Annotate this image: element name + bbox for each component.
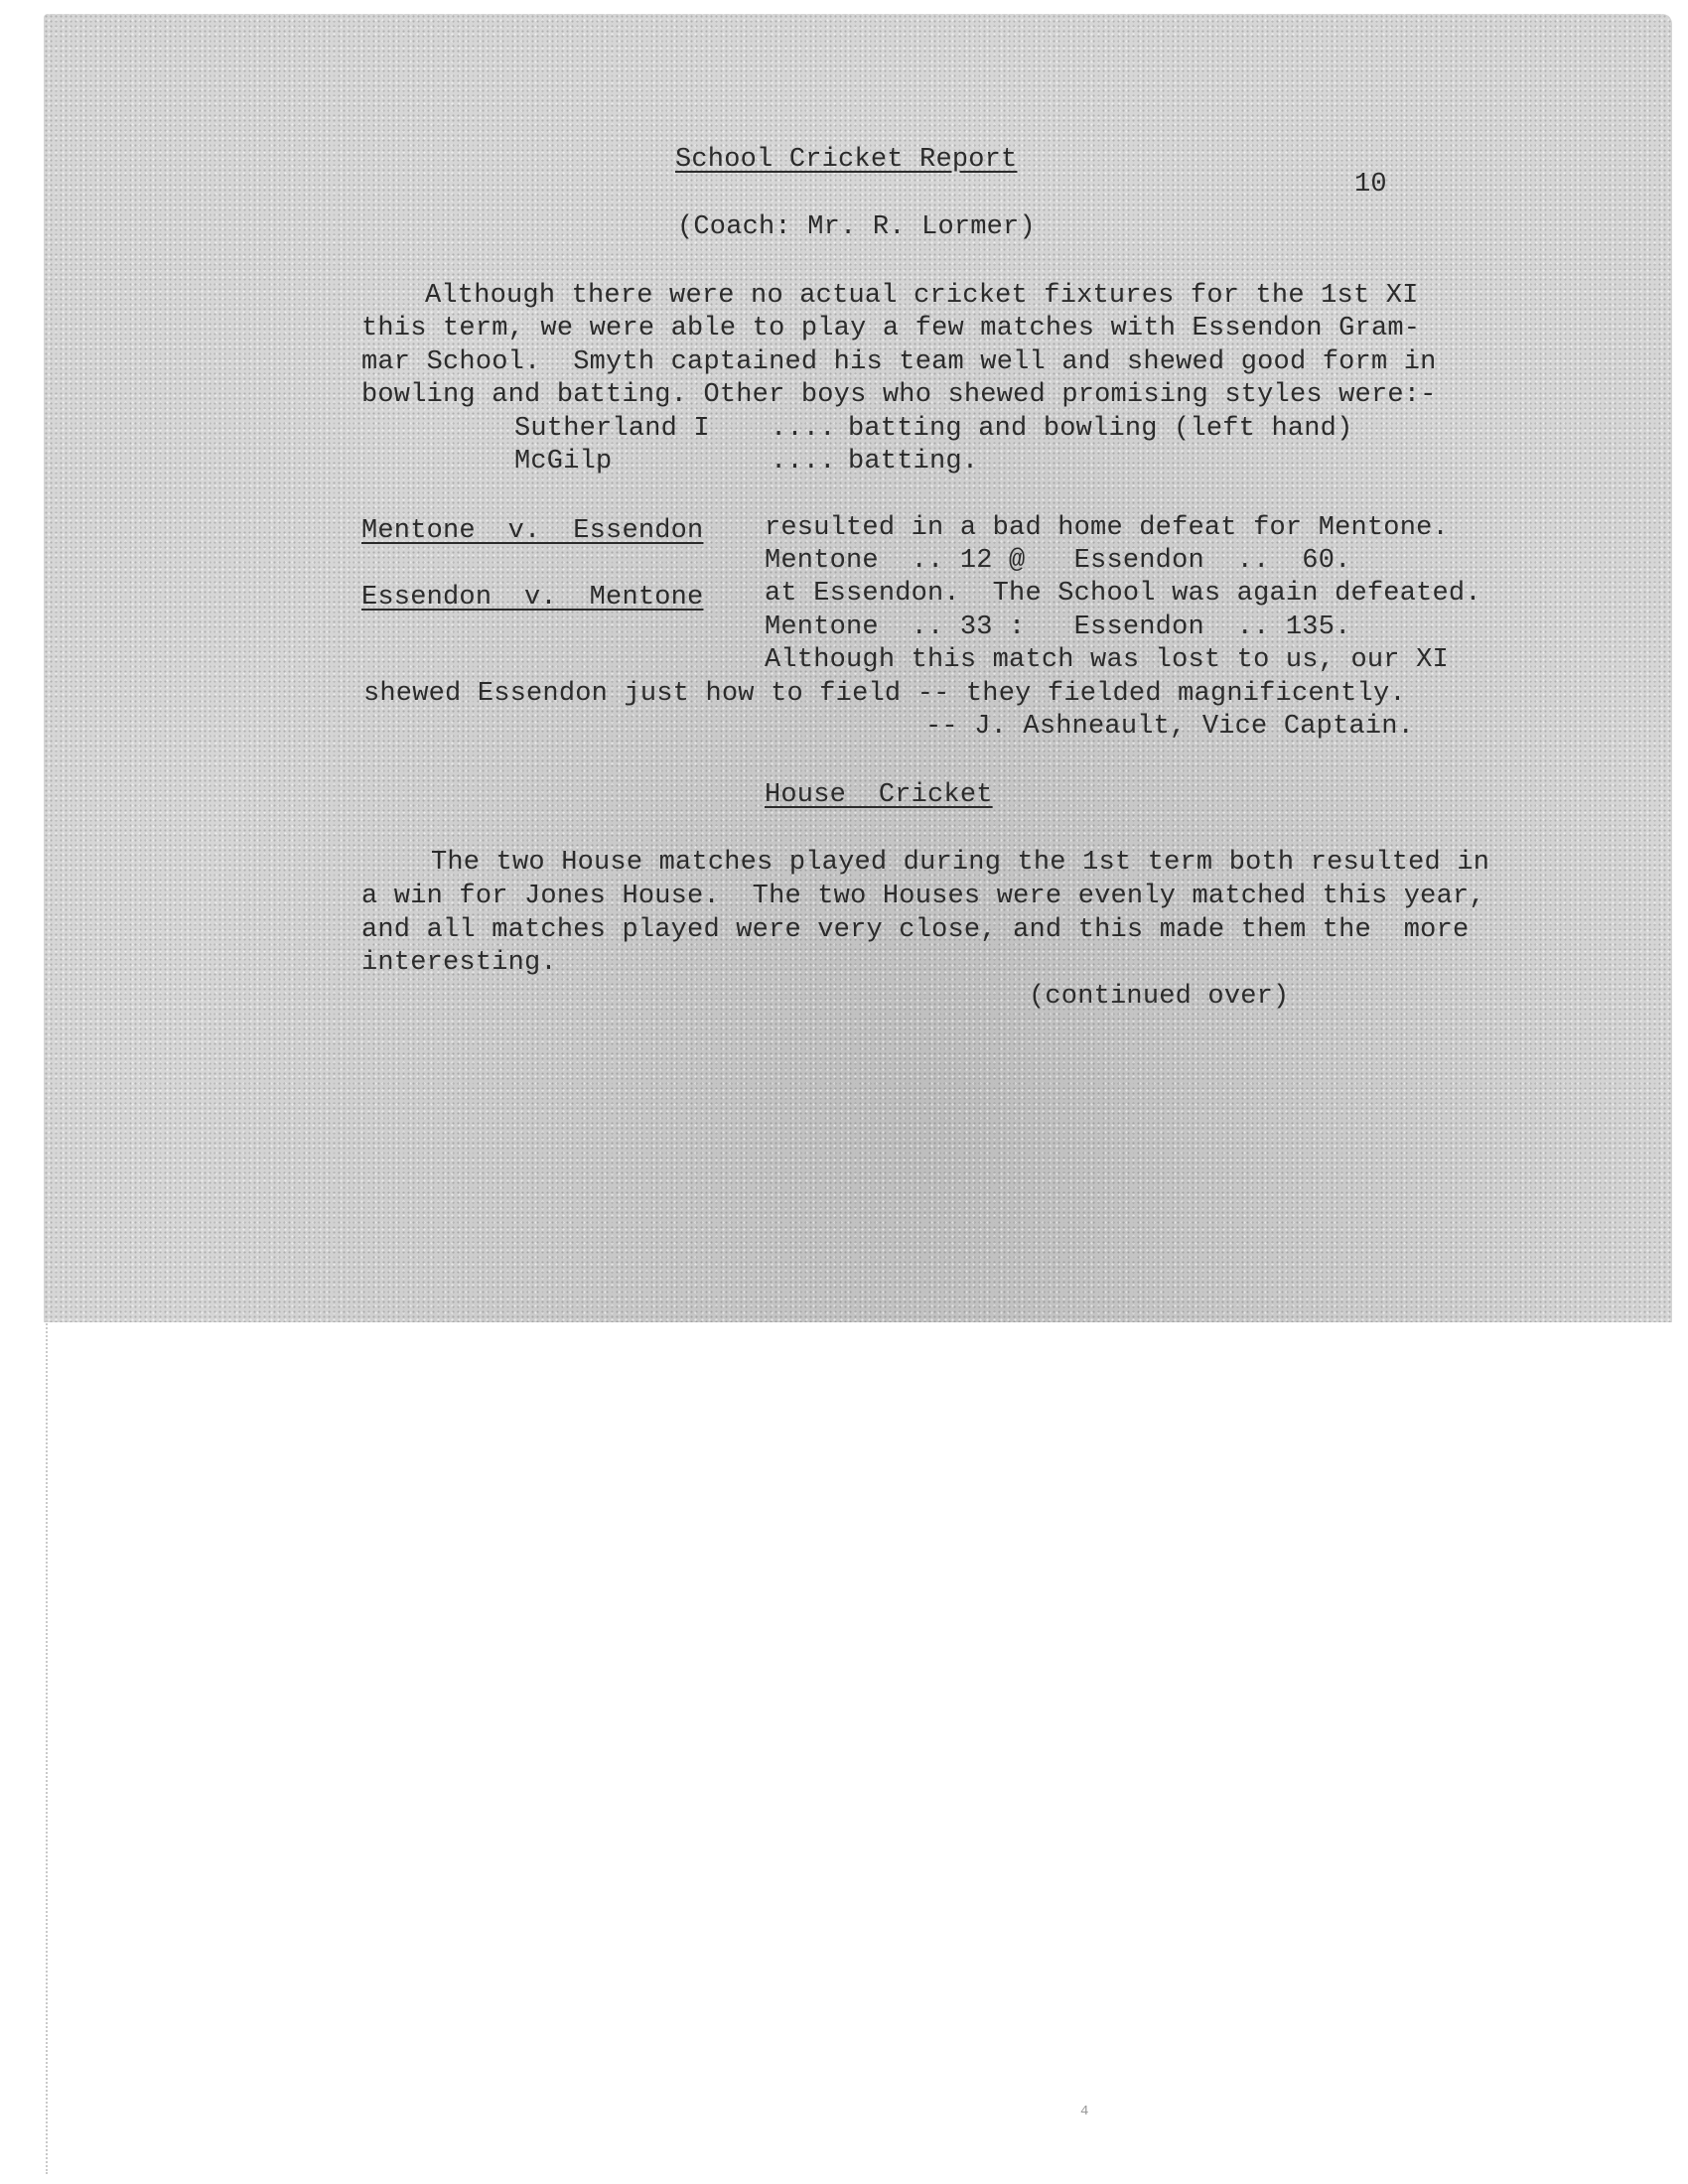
player-name: Sutherland I	[514, 414, 710, 444]
intro-line: Although there were no actual cricket fixtures for the 1st XI	[425, 281, 1419, 311]
player-name: McGilp	[514, 447, 613, 477]
house-line: interesting.	[361, 948, 557, 978]
fielding-line: shewed Essendon just how to field -- they fielded magnificently.	[363, 679, 1406, 709]
intro-line: this term, we were able to play a few matches with Essendon Gram-	[361, 314, 1421, 343]
match-fixture: Essendon v. Mentone	[361, 583, 704, 613]
page-edge-divider	[46, 1320, 48, 2174]
intro-line: mar School. Smyth captained his team well and shewed good form in	[361, 347, 1437, 377]
match-score: Mentone .. 33 : Essendon .. 135.	[765, 613, 1351, 642]
house-line: and all matches played were very close, and this made them the more	[361, 915, 1470, 945]
player-dots: ....	[771, 414, 836, 444]
signature: -- J. Ashneault, Vice Captain.	[925, 712, 1415, 742]
player-dots: ....	[771, 447, 836, 477]
house-cricket-heading: House Cricket	[765, 780, 993, 810]
match-line: resulted in a bad home defeat for Mentone.	[765, 513, 1449, 543]
page-number: 10	[1354, 170, 1387, 200]
footer-mark: 4	[1080, 2104, 1089, 2119]
intro-line: bowling and batting. Other boys who shewed promising styles were:-	[361, 380, 1437, 410]
player-note: batting and bowling (left hand)	[848, 414, 1353, 444]
coach-line: (Coach: Mr. R. Lormer)	[677, 212, 1036, 242]
report-title: School Cricket Report	[675, 145, 1018, 175]
match-fixture: Mentone v. Essendon	[361, 516, 704, 546]
continued-note: (continued over)	[1029, 982, 1290, 1012]
match-line: Although this match was lost to us, our XI	[765, 645, 1449, 675]
match-score: Mentone .. 12 @ Essendon .. 60.	[765, 546, 1351, 576]
house-line: The two House matches played during the 1st term both resulted in	[431, 848, 1490, 878]
house-line: a win for Jones House. The two Houses were evenly matched this year,	[361, 882, 1485, 911]
player-note: batting.	[848, 447, 979, 477]
match-line: at Essendon. The School was again defeated.	[765, 579, 1481, 609]
